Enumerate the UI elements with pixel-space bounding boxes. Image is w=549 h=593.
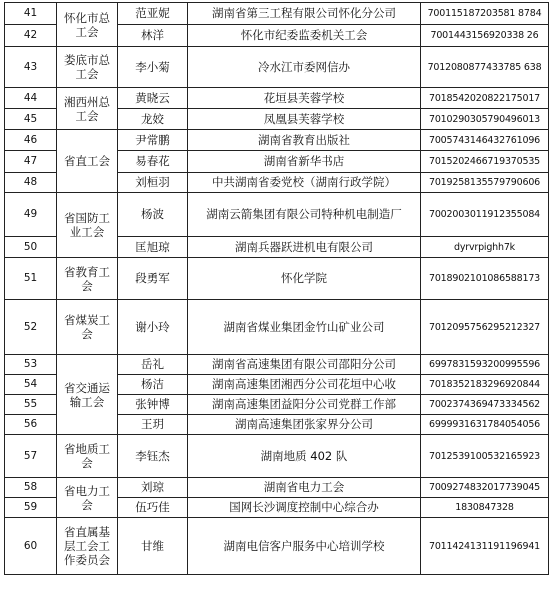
row-number: 54	[5, 375, 57, 395]
row-number: 49	[5, 193, 57, 237]
id-number: 700115187203581 8784	[421, 3, 549, 25]
row-number: 43	[5, 47, 57, 88]
id-number: 7012539100532165923	[421, 435, 549, 478]
work-unit: 湖南省电力工会	[188, 478, 421, 498]
union-group: 省国防工业工会	[57, 193, 118, 258]
row-number: 42	[5, 25, 57, 47]
table-row	[5, 518, 549, 575]
id-number: 7002374369473334562	[421, 395, 549, 415]
person-name: 谢小玲	[118, 300, 188, 355]
person-name: 易春花	[118, 151, 188, 173]
union-group: 省教育工会	[57, 258, 118, 300]
table-row	[5, 47, 549, 88]
row-number: 58	[5, 478, 57, 498]
union-group: 湘西州总工会	[57, 88, 118, 130]
row-number: 45	[5, 109, 57, 130]
work-unit: 湖南省教育出版社	[188, 130, 421, 151]
person-name: 张钟博	[118, 395, 188, 415]
id-number: 7011424131191196941	[421, 518, 549, 575]
row-number: 53	[5, 355, 57, 375]
work-unit: 凤凰县芙蓉学校	[188, 109, 421, 130]
table-row	[5, 88, 549, 109]
work-unit: 怀化学院	[188, 258, 421, 300]
union-group: 怀化市总工会	[57, 3, 118, 47]
row-number: 41	[5, 3, 57, 25]
person-name: 杨波	[118, 193, 188, 237]
person-name: 尹常鹏	[118, 130, 188, 151]
id-number: 7012080877433785 638	[421, 47, 549, 88]
person-name: 黄晓云	[118, 88, 188, 109]
row-number: 60	[5, 518, 57, 575]
work-unit: 湖南省新华书店	[188, 151, 421, 173]
union-group: 省交通运输工会	[57, 355, 118, 435]
table-row	[5, 435, 549, 478]
row-number: 57	[5, 435, 57, 478]
id-number: 7002003011912355084	[421, 193, 549, 237]
row-number: 48	[5, 173, 57, 193]
person-name: 杨洁	[118, 375, 188, 395]
row-number: 56	[5, 415, 57, 435]
table-row	[5, 130, 549, 151]
work-unit: 湖南高速集团张家界分公司	[188, 415, 421, 435]
union-group: 省直工会	[57, 130, 118, 193]
person-name: 龙姣	[118, 109, 188, 130]
table-row	[5, 258, 549, 300]
row-number: 46	[5, 130, 57, 151]
table-row	[5, 193, 549, 237]
person-name: 李小菊	[118, 47, 188, 88]
id-number: 1830847328	[421, 498, 549, 518]
person-name: 刘琼	[118, 478, 188, 498]
person-name: 匡旭琼	[118, 237, 188, 258]
union-group: 省直属基层工会工作委员会	[57, 518, 118, 575]
row-number: 52	[5, 300, 57, 355]
row-number: 51	[5, 258, 57, 300]
table-row	[5, 355, 549, 375]
row-number: 47	[5, 151, 57, 173]
person-name: 伍巧佳	[118, 498, 188, 518]
id-number: dyrvrpighh7k	[421, 237, 549, 258]
work-unit: 湖南省高速集团有限公司邵阳分公司	[188, 355, 421, 375]
work-unit: 冷水江市委网信办	[188, 47, 421, 88]
table-row	[5, 478, 549, 498]
union-group: 省地质工会	[57, 435, 118, 478]
person-name: 林洋	[118, 25, 188, 47]
person-name: 甘维	[118, 518, 188, 575]
id-number: 7018902101086588173	[421, 258, 549, 300]
work-unit: 湖南省第三工程有限公司怀化分公司	[188, 3, 421, 25]
work-unit: 湖南高速集团益阳分公司党群工作部	[188, 395, 421, 415]
person-name: 王玥	[118, 415, 188, 435]
union-group: 娄底市总工会	[57, 47, 118, 88]
work-unit: 国网长沙调度控制中心综合办	[188, 498, 421, 518]
id-number: 7010290305790496013	[421, 109, 549, 130]
id-number: 7001443156920338 26	[421, 25, 549, 47]
id-number: 7018542020822175017	[421, 88, 549, 109]
table-row	[5, 300, 549, 355]
id-number: 7018352183296920844	[421, 375, 549, 395]
work-unit: 湖南兵器跃进机电有限公司	[188, 237, 421, 258]
work-unit: 湖南电信客户服务中心培训学校	[188, 518, 421, 575]
row-number: 50	[5, 237, 57, 258]
work-unit: 湖南高速集团湘西分公司花垣中心收	[188, 375, 421, 395]
row-number: 55	[5, 395, 57, 415]
work-unit: 湖南省煤业集团金竹山矿业公司	[188, 300, 421, 355]
row-number: 59	[5, 498, 57, 518]
person-name: 范亚妮	[118, 3, 188, 25]
id-number: 7015202466719370535	[421, 151, 549, 173]
work-unit: 湖南云箭集团有限公司特种机电制造厂	[188, 193, 421, 237]
person-name: 刘桓羽	[118, 173, 188, 193]
personnel-table	[4, 2, 549, 575]
person-name: 李钰杰	[118, 435, 188, 478]
person-name: 岳礼	[118, 355, 188, 375]
work-unit: 湖南地质 402 队	[188, 435, 421, 478]
id-number: 7009274832017739045	[421, 478, 549, 498]
id-number: 7019258135579790606	[421, 173, 549, 193]
work-unit: 怀化市纪委监委机关工会	[188, 25, 421, 47]
id-number: 6997831593200995596	[421, 355, 549, 375]
union-group: 省电力工会	[57, 478, 118, 518]
union-group: 省煤炭工会	[57, 300, 118, 355]
id-number: 6999931631784054056	[421, 415, 549, 435]
table-row	[5, 3, 549, 25]
id-number: 7005743146432761096	[421, 130, 549, 151]
person-name: 段勇军	[118, 258, 188, 300]
row-number: 44	[5, 88, 57, 109]
id-number: 7012095756295212327	[421, 300, 549, 355]
work-unit: 花垣县芙蓉学校	[188, 88, 421, 109]
work-unit: 中共湖南省委党校（湖南行政学院）	[188, 173, 421, 193]
